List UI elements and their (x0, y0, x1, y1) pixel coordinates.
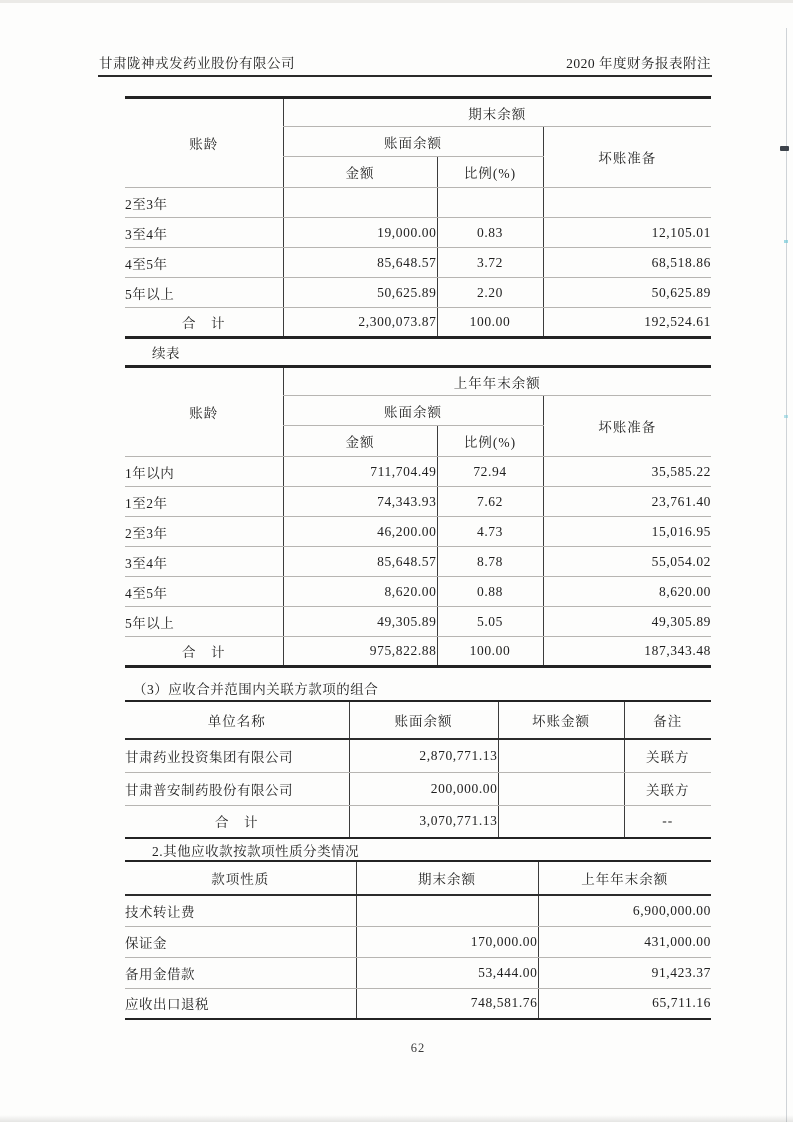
unit-name-cell: 甘肃普安制药股份有限公司 (125, 772, 349, 805)
table-row (125, 547, 711, 577)
total-label-cell: 合 计 (182, 316, 226, 331)
bad-debt-cell: 15,016.95 (543, 517, 711, 547)
aging-cell: 2至3年 (125, 188, 283, 218)
amount-cell: 85,648.57 (283, 547, 437, 577)
bad-debt-cell: 49,305.89 (543, 607, 711, 637)
aging-table-current (125, 96, 711, 339)
by-nature-table (125, 860, 711, 1020)
ratio-cell: 3.72 (437, 248, 543, 278)
bad-debt-cell: 12,105.01 (543, 218, 711, 248)
amount-cell: 711,704.49 (283, 457, 437, 487)
scan-mark (780, 146, 789, 151)
page-number: 62 (410, 1041, 426, 1055)
table-row (125, 577, 711, 607)
table-row (125, 957, 711, 988)
aging-cell: 2至3年 (125, 517, 283, 547)
book-balance-header: 账面余额 (349, 701, 498, 739)
total-label-cell: 合 计 (215, 815, 259, 831)
ratio-header: 比例(%) (437, 426, 543, 457)
amount-cell: 2,300,073.87 (283, 308, 437, 338)
table-row (125, 188, 711, 218)
total-label-cell: 合 计 (182, 645, 226, 660)
bad-debt-cell: 8,620.00 (543, 577, 711, 607)
remark-cell: 关联方 (624, 739, 711, 772)
period-balance-header: 上年年末余额 (283, 367, 711, 396)
scan-mark (784, 415, 788, 418)
amount-cell: 50,625.89 (283, 278, 437, 308)
total-row (125, 308, 711, 338)
amount-cell (283, 188, 437, 218)
bad-debt-cell: 35,585.22 (543, 457, 711, 487)
table-row (125, 926, 711, 957)
header-divider (98, 75, 712, 77)
bad-debt-cell: 192,524.61 (543, 308, 711, 338)
closing-balance-cell (356, 895, 538, 926)
table-row (125, 988, 711, 1019)
related-party-table (125, 700, 711, 839)
nature-cell: 技术转让费 (125, 895, 356, 926)
ratio-cell: 5.05 (437, 607, 543, 637)
ratio-cell: 8.78 (437, 547, 543, 577)
amount-header: 金额 (283, 157, 437, 188)
closing-balance-cell: 170,000.00 (356, 926, 538, 957)
table-header-row (125, 98, 711, 127)
section-heading-related-party: （3）应收合并范围内关联方款项的组合 (133, 682, 379, 697)
bad-debt-cell: 55,054.02 (543, 547, 711, 577)
aging-cell: 3至4年 (125, 547, 283, 577)
ratio-cell: 100.00 (437, 308, 543, 338)
table-row (125, 457, 711, 487)
section-heading-by-nature: 2.其他应收款按款项性质分类情况 (152, 844, 360, 859)
scan-edge-right (786, 28, 787, 1122)
nature-cell: 保证金 (125, 926, 356, 957)
amount-cell: 19,000.00 (283, 218, 437, 248)
table-row (125, 517, 711, 547)
ratio-cell: 100.00 (437, 637, 543, 667)
bad-debt-cell (543, 188, 711, 218)
period-balance-header: 期末余额 (283, 98, 711, 127)
bad-debt-provision-header: 坏账准备 (543, 396, 711, 457)
page-header (99, 52, 711, 72)
aging-cell: 4至5年 (125, 577, 283, 607)
opening-balance-cell: 6,900,000.00 (538, 895, 711, 926)
ratio-cell: 0.88 (437, 577, 543, 607)
scan-edge-bottom (0, 1115, 793, 1122)
ratio-cell (437, 188, 543, 218)
scan-edge-top (0, 0, 793, 3)
closing-balance-cell: 748,581.76 (356, 988, 538, 1019)
table-row (125, 739, 711, 772)
table-row (125, 607, 711, 637)
table-row (125, 487, 711, 517)
ratio-cell: 72.94 (437, 457, 543, 487)
aging-cell: 3至4年 (125, 218, 283, 248)
amount-cell: 74,343.93 (283, 487, 437, 517)
ratio-cell: 0.83 (437, 218, 543, 248)
nature-header: 款项性质 (125, 861, 356, 895)
aging-cell: 1年以内 (125, 457, 283, 487)
remark-cell: -- (624, 805, 711, 838)
ratio-cell: 7.62 (437, 487, 543, 517)
table-row (125, 218, 711, 248)
opening-balance-cell: 65,711.16 (538, 988, 711, 1019)
book-balance-header: 账面余额 (283, 127, 543, 157)
amount-cell: 49,305.89 (283, 607, 437, 637)
aging-cell: 1至2年 (125, 487, 283, 517)
amount-header: 金额 (283, 426, 437, 457)
table-header-row (125, 367, 711, 396)
total-row (125, 637, 711, 667)
remark-header: 备注 (624, 701, 711, 739)
book-balance-cell: 3,070,771.13 (349, 805, 498, 838)
company-name: 甘肃陇神戎发药业股份有限公司 (99, 56, 295, 71)
aging-cell: 5年以上 (125, 278, 283, 308)
opening-balance-cell: 431,000.00 (538, 926, 711, 957)
table-row (125, 772, 711, 805)
bad-debt-provision-header: 坏账准备 (543, 127, 711, 188)
ratio-header: 比例(%) (437, 157, 543, 188)
nature-cell: 应收出口退税 (125, 997, 209, 1013)
aging-column-header: 账龄 (125, 98, 283, 188)
ratio-cell: 4.73 (437, 517, 543, 547)
nature-cell: 备用金借款 (125, 957, 356, 988)
total-row (125, 805, 711, 838)
amount-cell: 46,200.00 (283, 517, 437, 547)
opening-balance-header: 上年年末余额 (538, 861, 711, 895)
bad-debt-cell (498, 805, 624, 838)
unit-name-cell: 甘肃药业投资集团有限公司 (125, 739, 349, 772)
bad-debt-cell: 50,625.89 (543, 278, 711, 308)
aging-column-header: 账龄 (125, 367, 283, 457)
table-header-row (125, 701, 711, 739)
closing-balance-cell: 53,444.00 (356, 957, 538, 988)
bad-debt-cell (498, 739, 624, 772)
bad-debt-cell: 68,518.86 (543, 248, 711, 278)
scan-mark (784, 240, 788, 243)
book-balance-cell: 200,000.00 (349, 772, 498, 805)
bad-debt-amount-header: 坏账金额 (498, 701, 624, 739)
continued-table-label: 续表 (152, 346, 180, 361)
amount-cell: 975,822.88 (283, 637, 437, 667)
table-row (125, 248, 711, 278)
aging-table-prior (125, 365, 711, 668)
bad-debt-cell: 187,343.48 (543, 637, 711, 667)
aging-cell: 4至5年 (125, 248, 283, 278)
table-header-row (125, 861, 711, 895)
unit-name-header: 单位名称 (125, 701, 349, 739)
amount-cell: 8,620.00 (283, 577, 437, 607)
book-balance-cell: 2,870,771.13 (349, 739, 498, 772)
bad-debt-cell (498, 772, 624, 805)
remark-cell: 关联方 (624, 772, 711, 805)
bad-debt-cell: 23,761.40 (543, 487, 711, 517)
ratio-cell: 2.20 (437, 278, 543, 308)
table-row (125, 278, 711, 308)
table-row (125, 895, 711, 926)
report-title: 2020 年度财务报表附注 (566, 56, 711, 71)
book-balance-header: 账面余额 (283, 396, 543, 426)
aging-cell: 5年以上 (125, 607, 283, 637)
opening-balance-cell: 91,423.37 (538, 957, 711, 988)
closing-balance-header: 期末余额 (356, 861, 538, 895)
amount-cell: 85,648.57 (283, 248, 437, 278)
